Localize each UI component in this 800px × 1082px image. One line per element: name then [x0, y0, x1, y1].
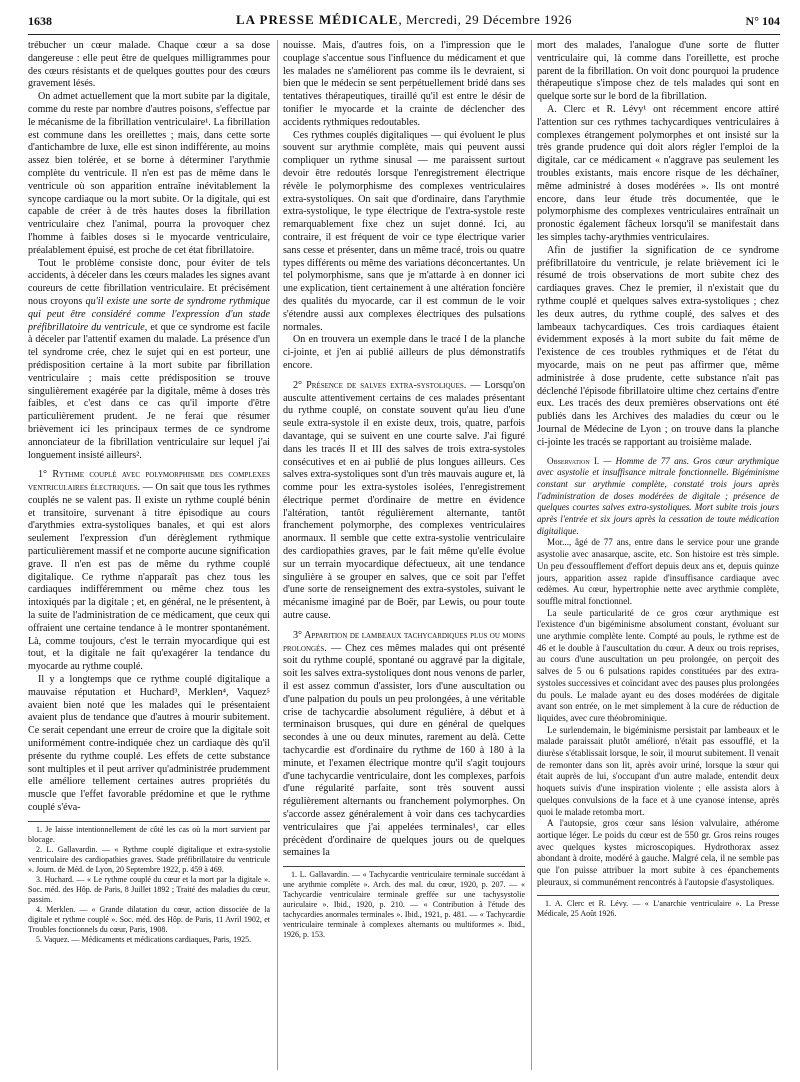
- footnotes: [28, 821, 270, 945]
- page-header: [28, 8, 780, 35]
- paragraph: trébucher un cœur malade. Chaque cœur a sa dose dangereuse : elle peut être de quelques milligrammes pour des cœurs résistants et de quelques gouttes pour des cœurs gravement lésés.: [28, 40, 270, 90]
- paragraph: [28, 258, 270, 463]
- paragraph: Afin de justifier la signification de ce syndrome préfibrillatoire du ventricule, je relate brièvement ici le résumé de trois observations de mort subite chez des cardiaques graves. Chez le premier, il n'existait que du rythme couplé et quelques salves extra-systoliques ; chez les deux autres, du rythme couplé, des salves et des lambeaux tachycardiques. Ces trois cardiaques étaient évidemment exposés à la mort subite du fait même de l'existence de ces troubles rythmiques et de l'état du myocarde, mais on ne peut pas affirmer que, même administrée à dose prudente, cette substance n'ait pas déclenché l'épisode fibrillatoire ultime chez certains d'entre eux. Les tracés des deux premières observations ont été publiés dans les Archives des maladies du cœur ou le Journal de Médecine de Lyon ; on trouve dans la planche ci-jointe les tracés se rapportant au troisième malade.: [537, 244, 779, 448]
- emphasized-text: qu'il existe une sorte de syndrome rythmique qui peut être considéré comme l'expression d'un stade préfibrillatoire du ventricule: [28, 295, 270, 333]
- paragraph: nouisse. Mais, d'autres fois, on a l'impression que le couplage s'accentue sous l'influence du médicament et que les malades ne s'améliorent pas comme ils le devraient, si bien que le médecin se sent perpétuellement bridé dans ses tentatives thérapeutiques, tiraillé qu'il est entre le désir de tonifier le myocarde et la crainte de déclencher des accidents rythmiques redoutables.: [283, 40, 525, 128]
- issue-date: , Mercredi, 29 Décembre 1926: [398, 12, 573, 27]
- section-heading: 2° Présence de salves extra-systoliques.: [293, 379, 467, 391]
- paragraph: La seule particularité de ce gros cœur arythmique est l'existence d'un bigéminisme absolument constant, évoluant sur une arythmie complète lente. Compté au pouls, le rythme est de 46 et le double à l'auscultation du cœur. A deux ou trois reprises, au cours d'une auscultation un peu prolongée, on perçoit des salves de 5 ou 6 pulsations rapides constituées par des extra-systoles successives et coïncidant avec des pauses plus prolongées du pouls. Le malade ayant eu des doses modérées de digitale avant son entrée, on le met simplement à la cure de réduction de liquides, avec cure théobrominique.: [537, 607, 779, 723]
- footnote: 1. A. Clerc et R. Lévy. — « L'anarchie ventriculaire ». La Presse Médicale, 25 Août 1926.: [537, 898, 779, 918]
- section-rythme-couple: [28, 469, 270, 674]
- text-run: Tout le problème consiste donc, pour éviter de tels accidents, à déceler dans les cœurs malades les signes avant coureurs de cette fibrillation ventriculaire. Et précisément nous croyons: [28, 257, 270, 307]
- observation-summary: [537, 456, 779, 538]
- paragraph: Il y a longtemps que ce rythme couplé digitalique a mauvaise réputation et Huchard³, Merklen⁴, Vaquez⁵ avaient bien noté que les malades qui le présentaient avaient plus de tendance que d'autres à mourir subitement. Ce serait cependant une erreur de croire que la digitale soit uniformément contre-indiquée chez un cardiaque dès qu'il présente du rythme couplé. Les effets de cette substance sont multiples et il peut arriver qu'administrée prudemment elle améliore tellement certaines autres propriétés du muscle que l'effet favorable prédomine et que le rythme couplé s'éva-: [28, 674, 270, 814]
- journal-name: LA PRESSE MÉDICALE: [235, 12, 399, 27]
- section-text: — Chez ces mêmes malades qui ont présenté soit du rythme couplé, spontané ou aggravé par la digitale, soit les salves extra-systoliques dont nous venons de parler, il est assez commun d'assister, lors d'une auscultation ou d'une palpation du pouls un peu prolongées, à une véritable crise de tachycardie absolument régulière, à début et à terminaison brusques, qui dure en général de quelques secondes à une ou deux minutes, rarement au delà. Cette tachycardie est d'ordinaire du rythme de 160 à 180 à la minute, et l'examen électrique montre qu'il s'agit toujours d'une tachycardie ventriculaire, dont les complexes, parfois d'une régularité parfaite, sont très souvent aussi régulièrement alternants ou franchement polymorphes. On s'accorde assez généralement à voir dans ces tachycardies ventriculaires que j'ai appelées terminales¹, car elles précèdent d'ordinaire de quelques jours ou de quelques semaines la: [283, 642, 525, 859]
- section-lambeaux: [283, 630, 525, 860]
- column-middle: [283, 40, 525, 1070]
- section-heading: 3° Apparition de lambeaux tachycardiques plus ou moins prolongés.: [283, 629, 525, 654]
- paragraph: On en trouvera un exemple dans le tracé I de la planche ci-jointe, et j'en ai publié ailleurs de plus démonstratifs encore.: [283, 334, 525, 371]
- column-left: [28, 40, 270, 1070]
- paragraph: Mor..., âgé de 77 ans, entre dans le service pour une grande asystolie avec anasarque, ascite, etc. Son histoire est très simple. Un peu d'essoufflement d'effort depuis deux ans et, depuis quinze jours, apparition assez rapide d'insuffisance cardiaque avec œdèmes. Au cœur, hypertrophie nette avec arythmie complète, souffle mitral fonctionnel.: [537, 537, 779, 606]
- footnote: 1. Je laisse intentionnellement de côté les cas où la mort survient par blocage.: [28, 824, 270, 844]
- page-number: 1638: [28, 14, 52, 28]
- section-salves: [283, 380, 525, 623]
- footnotes: [537, 895, 779, 919]
- paragraph: Le surlendemain, le bigéminisme persistait par lambeaux et le malade paraissait plutôt amélioré, n'était pas essoufflé, et la diurèse s'établissait lorsque, le soir, il mourut subitement. Il venait de remonter dans son lit, après avoir uriné, lorsque la sœur qui était auprès de lui, s'occupant d'un autre malade, entendit deux hoquets suivis d'une inspiration violente ; elle assista alors à quelques convulsions de la face et à une cyanose intense, après quoi le malade retomba mort.: [537, 724, 779, 817]
- column-divider: [277, 40, 278, 1070]
- footnote: 2. L. Gallavardin. — « Rythme couplé digitalique et extra-systolie ventriculaire des cardiopathies graves. Stade préfibrillatoire du ventricule ». Journ. de Méd. de Lyon, 20 Septembre 1922, p. 459 à 469.: [28, 844, 270, 874]
- section-heading: 1° Rythme couplé avec polymorphisme des complexes ventriculaires électriques.: [28, 469, 270, 494]
- footnote: 5. Vaquez. — Médicaments et médications cardiaques, Paris, 1925.: [36, 934, 252, 944]
- paragraph: A. Clerc et R. Lévy¹ ont récemment encore attiré l'attention sur ces rythmes tachycardiques ventriculaires à complexes étrangement polymorphes et ont insisté sur la très grande prudence qui doit alors régler l'emploi de la digitale, car ce médicament « n'aggrave pas seulement les troubles existants, mais encore risque de les déchaîner, même administré à doses modérées ». Ils ont montré encore, dans leur étude très documentée, que le polymorphisme des complexes ventriculaires entraînait un pronostic également fâcheux lorsqu'il se manifestait dans les simples tachy-arythmies ventriculaires.: [537, 103, 779, 243]
- section-text: — On sait que tous les rythmes couplés ne se valent pas. Il existe un rythme couplé bénin et transitoire, survenant à titre épisodique au cours d'arythmies extra-systoliques banales, et qui est alors seulement l'expression d'un dérèglement rythmique particulièrement massif et ne comporte aucune signification grave. Il n'en est pas de même du rythme couplé digitalique. Ce rythme n'apparaît pas chez tous les cardiaques indifféremment ou même chez tous les intoxiqués par la digitale ; et, en général, ne le présentent, à la suite de l'administration de ce médicament, que ceux qui offraient une certaine tendance à le montrer spontanément. Là, comme toujours, c'est le terrain myocardique qui est tout, et la digitale ne fait qu'exagérer la tendance du myocarde au rythme couplé.: [28, 482, 270, 673]
- observation-text: — Homme de 77 ans. Gros cœur arythmique avec asystolie et insuffisance mitrale fonctionnelle. Bigéminisme constant sur arythmie complète, constaté trois jours après l'administration de doses modérées de digitale ; présence de quelques courtes salves extra-systoliques. Mort subite trois jours après l'entrée et six jours après la cessation de toute médication digitalique.: [537, 455, 779, 536]
- observation-label: Observation I.: [547, 455, 600, 466]
- issue-number: N° 104: [745, 14, 780, 28]
- column-right: [537, 40, 779, 1070]
- column-divider: [531, 40, 532, 1070]
- paragraph: A l'autopsie, gros cœur sans lésion valvulaire, athérome aortique léger. Le poids du cœur est de 550 gr. Gros reins rouges avec quelques kystes microscopiques. Hydrothorax assez abondant à droite, modéré à gauche. Malgré cela, il ne semble pas que l'on puisse attribuer la mort subite à ces épanchements pleuraux, si communément rencontrés à l'autopsie d'asystoliques.: [537, 818, 779, 887]
- running-title: [28, 12, 780, 28]
- paragraph: mort des malades, l'analogue d'une sorte de flutter ventriculaire qui, là comme dans l'oreillette, est proche parent de la fibrillation. On voit donc pourquoi la prudence thérapeutique s'impose chez de tels malades qui sont en quelque sorte sur le bord de la fibrillation.: [537, 40, 779, 103]
- footnote: 1. L. Gallavardin. — « Tachycardie ventriculaire terminale succédant à une arythmie complète ». Arch. des mal. du cœur, 1920, p. 207. — « Tachycardie ventriculaire terminale greffée sur une tachysystolie auriculaire ». Ibid., 1920, p. 210. — « Contribution à l'étude des tachycardies anormales terminales ». Ibid., 1921, p. 481. — « Tachycardie ventriculaire terminale à complexes alternants ou multiformes ». Ibid., 1926, p. 153.: [283, 870, 525, 940]
- text-run: , et que ce syndrome est facile à déceler par l'attentif examen du malade. La présence d'un tel syndrome crée, chez le sujet qui en est porteur, une prédisposition certaine à la mort subite par fibrillation ventriculaire ; mais cette prédisposition se trouve singulièrement exagérée par la digitale, même à doses très faibles, et c'est dans ce cas qu'il importe d'être particulièrement prudent. Je ne ferai que résumer brièvement ici les principaux termes de ce syndrome annonciateur de la fibrillation ventriculaire sur lequel j'ai longuement insisté ailleurs².: [28, 321, 270, 461]
- section-text: — Lorsqu'on ausculte attentivement certains de ces malades présentant du rythme couplé, on constate souvent qu'au lieu d'une seule extra-systole il en existe deux, trois, quatre, parfois davantage, qui se suivent en une courte salve. J'ai figuré dans les tracés II et III des salves de trois extra-systoles consécutives et en ai publié de plus longues ailleurs. Ces salves extra-systoliques sont d'un très mauvais augure et, là comme pour les extra-systoles isolées, l'enregistrement électrique permet d'ordinaire de mettre en évidence l'altération, tantôt régulièrement alternante, tantôt franchement polymorphe, des complexes ventriculaires anormaux. Il semble que cette extra-systolie ventriculaire des cardiopathies graves, par le fait même qu'elle évolue sur un terrain myocardique défectueux, ait une tendance singulière à se grouper en salves, que ce soit par l'effet d'une sorte de renseignement des extra-systoles, suivant le mécanisme imaginé par de Boër, par Lewis, ou pour toute autre cause.: [283, 379, 525, 622]
- footnote: 4. Merklen. — « Grande dilatation du cœur, action dissociée de la digitale et rythme couplé ». Soc. méd. des Hôp. de Paris, 11 Avril 1902, et Troubles fonctionnels du cœur, Paris, 1908.: [28, 904, 270, 934]
- footnotes: [283, 866, 525, 940]
- footnote: 3. Huchard. — « Le rythme couplé du cœur et la mort par la digitale ». Soc. méd. des Hôp. de Paris, 8 Juillet 1892 ; Traité des maladies du cœur, passim.: [28, 874, 270, 904]
- paragraph: Ces rythmes couplés digitaliques — qui évoluent le plus souvent sur arythmie complète, mais qui peuvent aussi compliquer un rythme sinusal — me paraissent surtout devoir être redoutés lorsque l'enregistrement électrique révèle le polymorphisme des complexes ventriculaires extra-systoliques. On sait que d'ordinaire, dans l'arythmie extra-systolique, le type électrique de l'extra-systole reste remarquablement fixe chez un sujet donné. Ici, au contraire, il est fréquent de voir ce type électrique varier sans cesse et présenter, dans un même tracé, trois ou quatre types différents ou même des variations déconcertantes. Un tel polymorphisme, sans que je m'attarde à en donner ici une explication, tient certainement à une altération foncière des qualités du myocarde, car il est commun de le voir s'étendre aussi aux complexes électriques des pulsations normales.: [283, 129, 525, 333]
- paragraph: On admet actuellement que la mort subite par la digitale, comme du reste par nombre d'autres poisons, s'effectue par le mécanisme de la fibrillation ventriculaire¹. La fibrillation est commune dans les oreillettes ; mais, dans cette sorte d'antichambre de luxe, elle est sinon indifférente, au moins assez bien tolérée, et se borne à déterminer l'arythmie complète du ventricule. Il n'en est pas de même dans le ventricule où son apparition entraîne inévitablement la syncope cardiaque ou la mort subite. Or la digitale, qui est capable de créer à de très hautes doses la fibrillation ventriculaire chez l'animal, pourra la provoquer chez l'homme à faibles doses si le myocarde ventriculaire, préalablement épuisé, est proche de cet état fibrillatoire.: [28, 91, 270, 256]
